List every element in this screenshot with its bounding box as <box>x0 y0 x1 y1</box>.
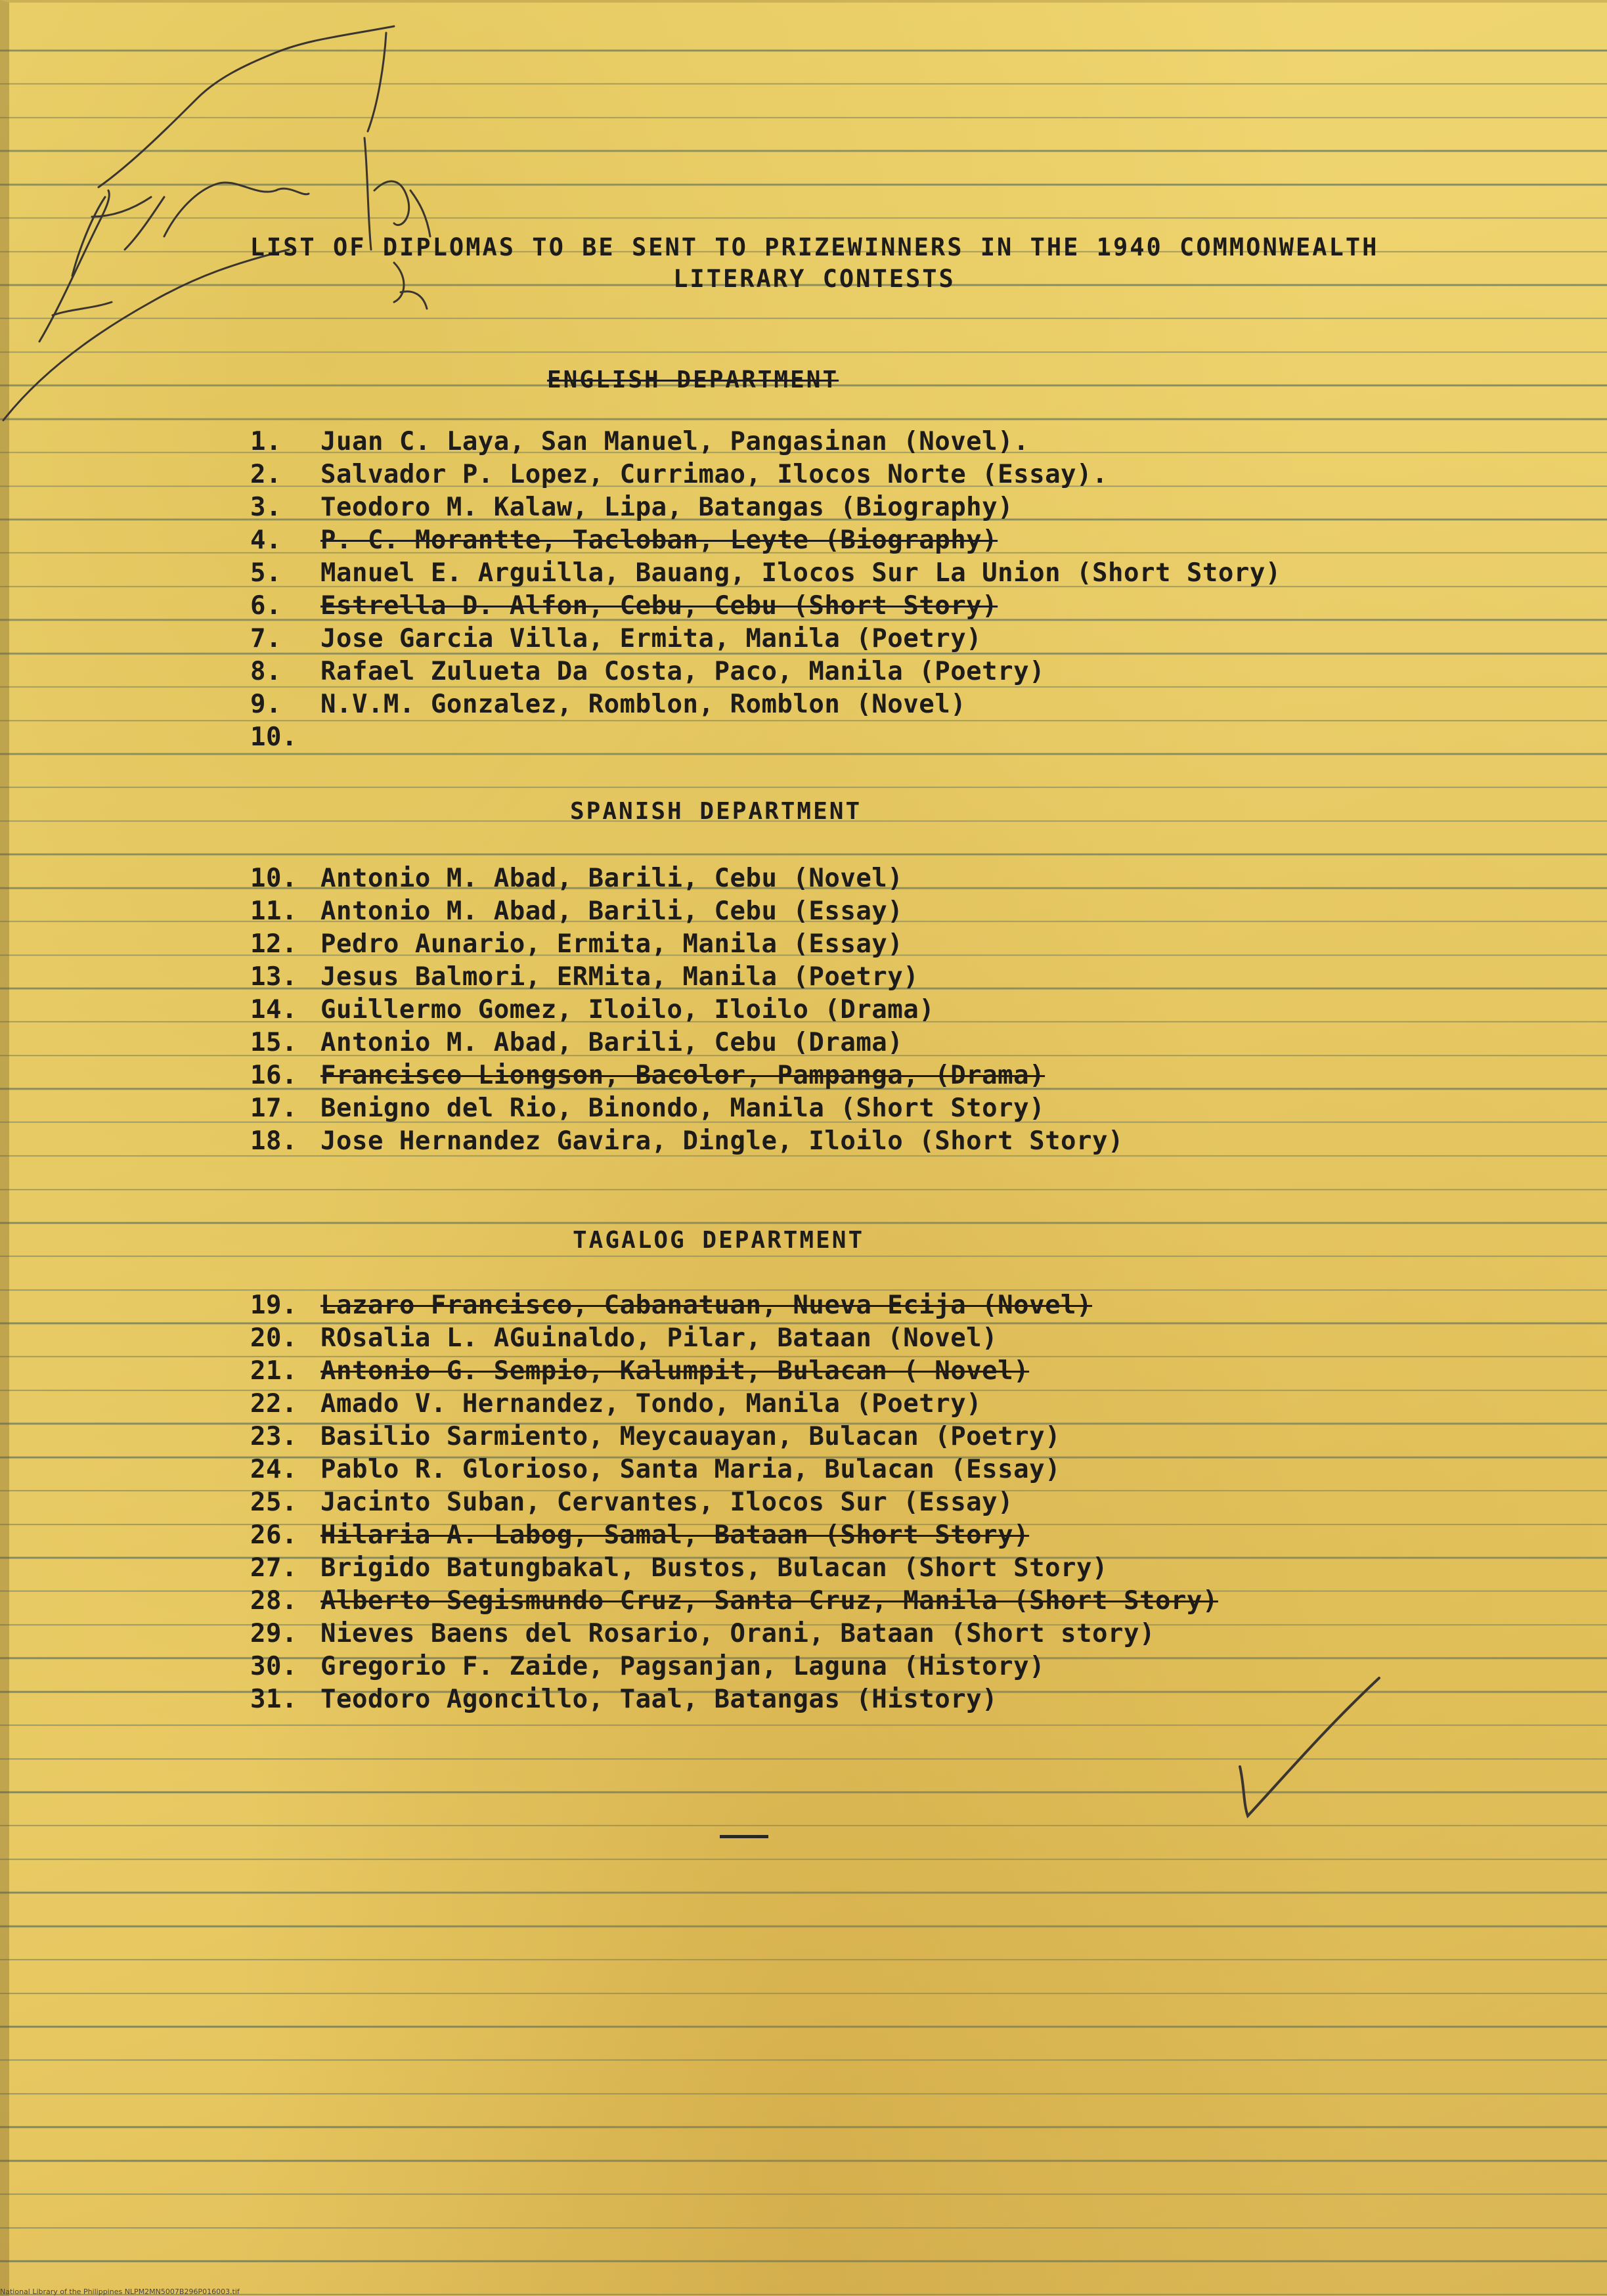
document-title <box>236 232 1392 295</box>
english-entries <box>250 426 1281 754</box>
list-item: 11. Antonio M. Abad, Barili, Cebu (Essay) <box>250 896 904 926</box>
scribble-vertical <box>368 33 386 131</box>
handwritten-initials <box>0 0 460 460</box>
list-item: 2. Salvador P. Lopez, Currimao, Ilocos Norte (Essay). <box>250 460 1108 489</box>
spanish-entries <box>250 862 1124 1158</box>
title-line-1: LIST OF DIPLOMAS TO BE SENT TO PRIZEWINNERS IN THE 1940 COMMONWEALTH <box>250 233 1379 261</box>
tagalog-department-heading: TAGALOG DEPARTMENT <box>573 1227 865 1254</box>
list-item: 17. Benigno del Rio, Binondo, Manila (Short Story) <box>250 1093 1046 1123</box>
list-item: 6. Estrella D. Alfon, Cebu, Cebu (Short Story) <box>250 591 998 621</box>
tagalog-entries <box>250 1289 1218 1716</box>
list-item: 12. Pedro Aunario, Ermita, Manila (Essay) <box>250 929 904 959</box>
list-item: 29. Nieves Baens del Rosario, Orani, Bataan (Short story) <box>250 1619 1155 1648</box>
list-item: 30. Gregorio F. Zaide, Pagsanjan, Laguna (History) <box>250 1652 1046 1681</box>
list-item: 13. Jesus Balmori, ERMita, Manila (Poetry) <box>250 962 919 992</box>
list-item: 21. Antonio G. Sempio, Kalumpit, Bulacan ( Novel) <box>250 1356 1030 1386</box>
list-item: 23. Basilio Sarmiento, Meycauayan, Bulacan (Poetry) <box>250 1422 1061 1451</box>
list-item: 8. Rafael Zulueta Da Costa, Paco, Manila (Poetry) <box>250 657 1046 686</box>
list-item: 27. Brigido Batungbakal, Bustos, Bulacan (Short Story) <box>250 1553 1108 1583</box>
list-item: 10. <box>250 722 297 752</box>
archive-footer: National Library of the Philippines NLPM2MN5007B296P016003.tif <box>0 2287 240 2296</box>
end-of-list-dash <box>720 1835 768 1838</box>
list-item: 5. Manuel E. Arguilla, Bauang, Ilocos Sur La Union (Short Story) <box>250 558 1281 588</box>
scribble-line-top <box>99 26 394 187</box>
list-item: 24. Pablo R. Glorioso, Santa Maria, Bulacan (Essay) <box>250 1455 1061 1484</box>
spanish-department-heading: SPANISH DEPARTMENT <box>570 798 862 825</box>
list-item: 9. N.V.M. Gonzalez, Romblon, Romblon (Novel) <box>250 690 967 719</box>
list-item: 26. Hilaria A. Labog, Samal, Bataan (Short Story) <box>250 1520 1030 1550</box>
list-item: 22. Amado V. Hernandez, Tondo, Manila (Poetry) <box>250 1389 982 1419</box>
list-item: 10. Antonio M. Abad, Barili, Cebu (Novel) <box>250 864 904 893</box>
english-department-heading: ENGLISH DEPARTMENT <box>547 366 839 393</box>
list-item: 15. Antonio M. Abad, Barili, Cebu (Drama) <box>250 1028 904 1057</box>
list-item: 31. Teodoro Agoncillo, Taal, Batangas (History) <box>250 1685 998 1714</box>
list-item: 18. Jose Hernandez Gavira, Dingle, Iloilo (Short Story) <box>250 1126 1124 1156</box>
list-item: 7. Jose Garcia Villa, Ermita, Manila (Poetry) <box>250 624 982 653</box>
list-item: 16. Francisco Liongson, Bacolor, Pampanga, (Drama) <box>250 1061 1046 1090</box>
title-line-2: LITERARY CONTESTS <box>673 265 956 293</box>
list-item: 19. Lazaro Francisco, Cabanatuan, Nueva Ecija (Novel) <box>250 1291 1093 1320</box>
list-item: 20. ROsalia L. AGuinaldo, Pilar, Bataan (Novel) <box>250 1323 998 1353</box>
list-item: 28. Alberto Segismundo Cruz, Santa Cruz, Manila (Short Story) <box>250 1586 1218 1616</box>
scribble-initials-2 <box>39 190 112 342</box>
list-item: 25. Jacinto Suban, Cervantes, Ilocos Sur (Essay) <box>250 1488 1014 1517</box>
list-item: 14. Guillermo Gomez, Iloilo, Iloilo (Drama) <box>250 995 935 1025</box>
list-item: 4. P. C. Morantte, Tacloban, Leyte (Biography) <box>250 525 998 555</box>
list-item: 3. Teodoro M. Kalaw, Lipa, Batangas (Biography) <box>250 493 1014 522</box>
list-item: 1. Juan C. Laya, San Manuel, Pangasinan (Novel). <box>250 427 1030 456</box>
